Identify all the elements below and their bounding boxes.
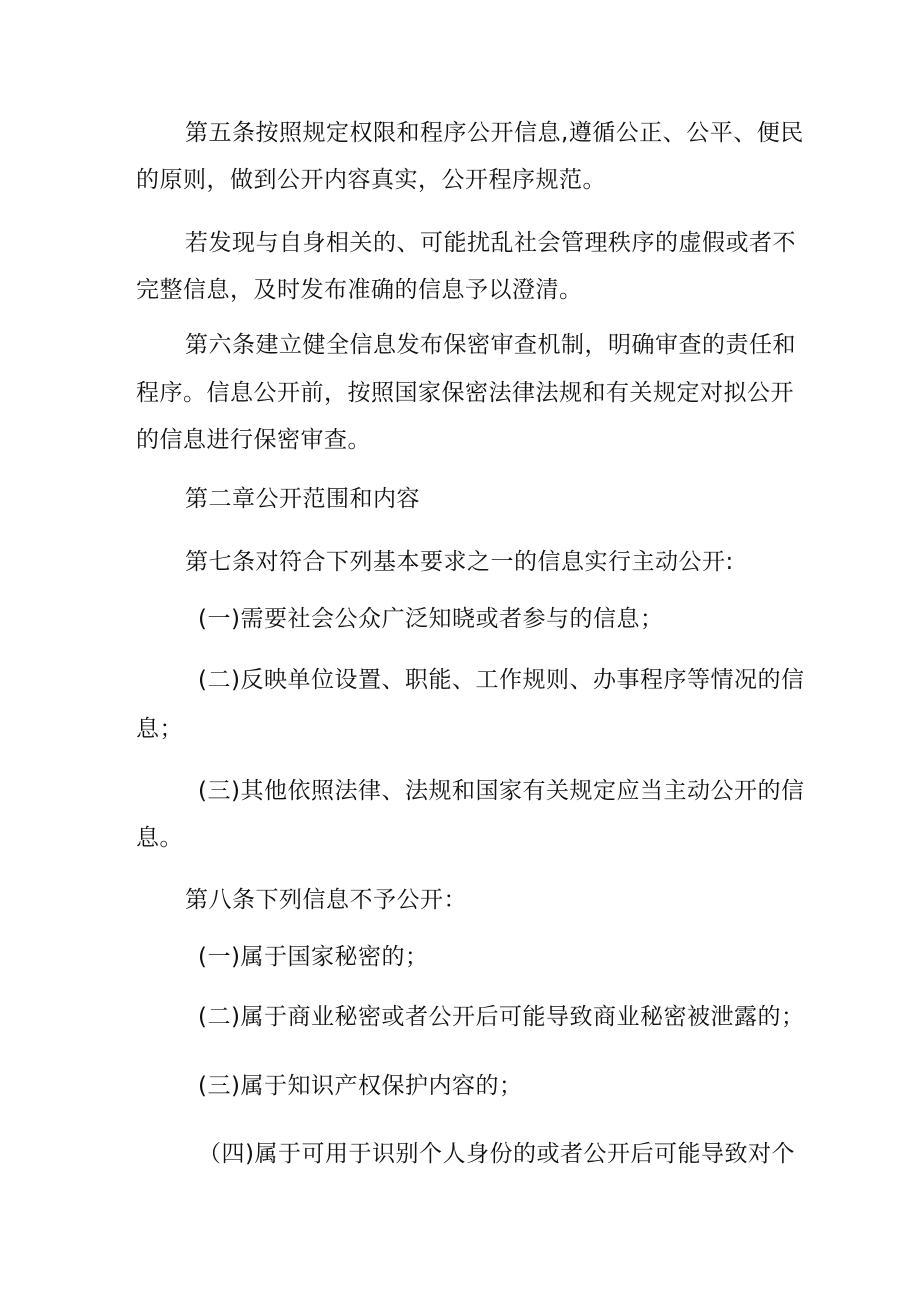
- paragraph-line: 第八条下列信息不予公开：: [185, 887, 467, 913]
- list-item: (二)属于商业秘密或者公开后可能导致商业秘密被泄露的；: [198, 1004, 805, 1030]
- list-item: (一)需要社会公众广泛知晓或者参与的信息；: [198, 606, 664, 632]
- chapter-heading: 第二章公开范围和内容: [185, 486, 420, 512]
- list-item-continuation: 息；: [136, 716, 183, 742]
- paragraph-line: 的信息进行保密审查。: [136, 427, 371, 453]
- paragraph-line: 的原则，做到公开内容真实，公开程序规范。: [136, 167, 606, 193]
- list-item: (三)其他依照法律、法规和国家有关规定应当主动公开的信: [198, 778, 805, 804]
- list-item-continuation: 息。: [136, 825, 183, 851]
- paragraph-line: 若发现与自身相关的、可能扰乱社会管理秩序的虚假或者不: [185, 230, 796, 256]
- list-item: (一)属于国家秘密的；: [198, 944, 429, 970]
- paragraph-line: 完整信息，及时发布准确的信息予以澄清。: [136, 277, 583, 303]
- paragraph-line: 第七条对符合下列基本要求之一的信息实行主动公开:: [185, 549, 734, 575]
- list-item: （四)属于可用于识别个人身份的或者公开后可能导致对个: [198, 1141, 795, 1167]
- list-item: (二)反映单位设置、职能、工作规则、办事程序等情况的信: [198, 667, 805, 693]
- paragraph-line: 程序。信息公开前，按照国家保密法律法规和有关规定对拟公开: [136, 380, 794, 406]
- paragraph-line: 第六条建立健全信息发布保密审查机制，明确审查的责任和: [185, 332, 796, 358]
- list-item: (三)属于知识产权保护内容的；: [198, 1073, 523, 1099]
- paragraph-line: 第五条按照规定权限和程序公开信息,遵循公正、公平、便民: [185, 120, 804, 146]
